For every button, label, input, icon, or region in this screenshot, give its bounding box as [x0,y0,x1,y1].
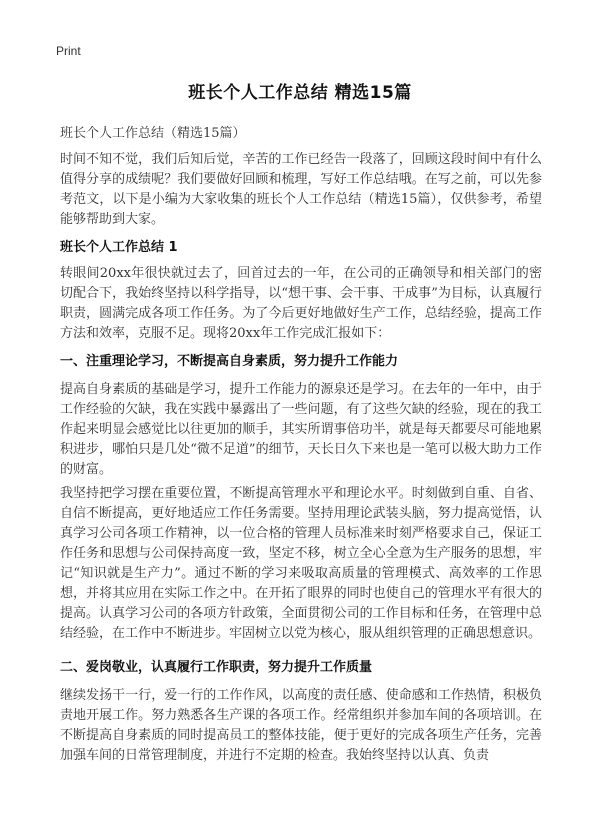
body-paragraph: 提高自身素质的基础是学习，提升工作能力的源泉还是学习。在去年的一年中，由于工作经验的欠缺，我在实践中暴露出了一些问题，有了这些欠缺的经验，现在的我工作起来明显会感觉比以往更加的顺手，其实所谓事倍功半，就是每天都要尽可能地累积进步，哪怕只是几处“微不足道”的细节，天长日久下来也是一笔可以极大助力工作的财富。 [60,382,542,477]
body-paragraph: 我坚持把学习摆在重要位置，不断提高管理水平和理论水平。时刻做到自重、自省、自信不断提高，更好地适应工作任务需要。坚持用理论武装头脑，努力提高觉悟，认真学习公司各项工作精神，以一位合格的管理人员标准来时刻严格要求自己，保证工作任务和思想与公司保持高度一致，坚定不移，树立全心全意为生产服务的思想，牢记“知识就是生产力”。通过不断的学习来吸取高质量的管理模式、高效率的工作思想，并将其应用在实际工作之中。在开拓了眼界的同时也使自己的管理水平有很大的提高。认真学习公司的各项方针政策，全面贯彻公司的工作目标和任务，在管理中总结经验，在工作中不断进步。牢固树立以党为核心，服从组织管理的正确思想意识。 [60,486,542,641]
intro-paragraph: 时间不知不觉，我们后知后觉，辛苦的工作已经告一段落了，回顾这段时间中有什么值得分享的成绩呢？我们要做好回顾和梳理，写好工作总结哦。在写之前，可以先参考范文，以下是小编为大家收集的班长个人工作总结（精选15篇），仅供参考，希望能够帮助到大家。 [60,152,542,227]
print-link[interactable]: Print [56,44,81,58]
subsection-heading: 一、注重理论学习，不断提高自身素质，努力提升工作能力 [60,354,399,369]
subtitle: 班长个人工作总结（精选15篇） [60,126,246,141]
body-paragraph: 转眼间20xx年很快就过去了，回首过去的一年，在公司的正确领导和相关部门的密切配合下，我始终坚持以科学指导，以“想干事、会干事、干成事”为目标，认真履行职责，圆满完成各项工作任务。为了今后更好地做好生产工作，总结经验，提高工作方法和效率，克服不足。现将20xx年工作完成汇报如下： [60,266,542,341]
body-paragraph: 继续发扬干一行，爱一行的工作作风，以高度的责任感、使命感和工作热情，积极负责地开展工作。努力熟悉各生产课的各项工作。经常组织并参加车间的各项培训。在不断提高自身素质的同时提高员工的整体技能，便于更好的完成各项生产任务，完善加强车间的日常管理制度，并进行不定期的检查。我始终坚持以认真、负责 [60,688,542,763]
section-heading: 班长个人工作总结 1 [60,240,178,255]
subsection-heading: 二、爱岗敬业，认真履行工作职责，努力提升工作质量 [60,660,373,675]
page-title: 班长个人工作总结 精选15篇 [188,83,412,103]
